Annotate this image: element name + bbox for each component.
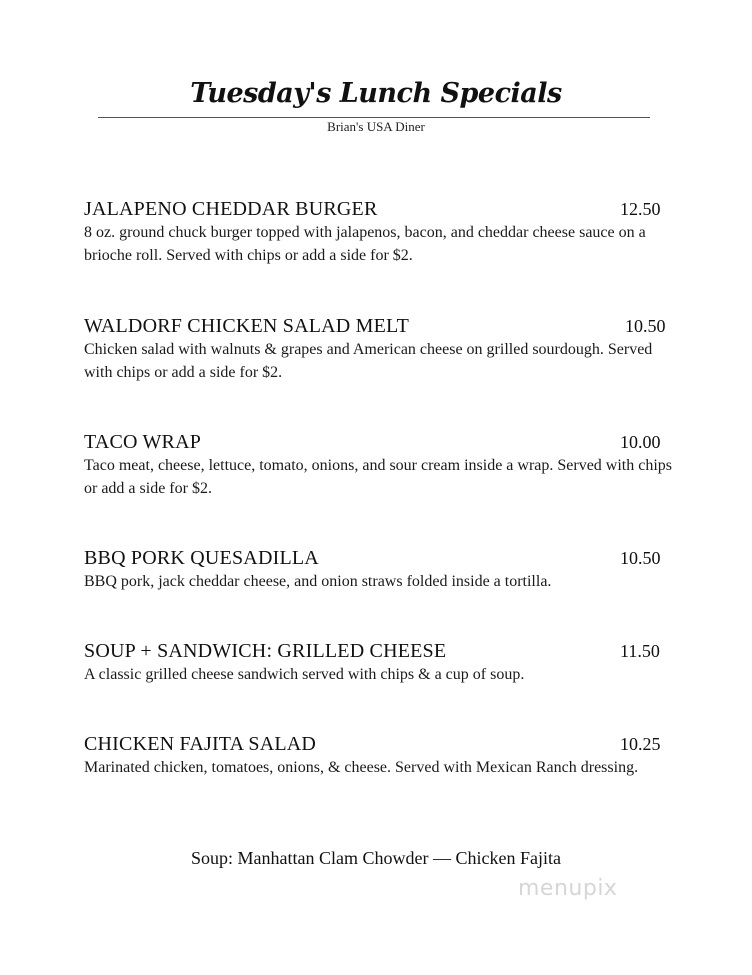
- item-name: BBQ PORK QUESADILLA: [84, 547, 319, 569]
- item-price: 10.00: [620, 432, 661, 452]
- item-price: 10.25: [620, 734, 661, 754]
- item-description: 8 oz. ground chuck burger topped with jalapenos, bacon, and cheddar cheese sauce on a brioche roll. Served with chips or add a side for $2.: [84, 224, 646, 264]
- menu-item: [84, 315, 674, 384]
- restaurant-name: Brian's USA Diner: [327, 119, 425, 134]
- menu-item: [84, 640, 674, 686]
- item-description: Chicken salad with walnuts & grapes and American cheese on grilled sourdough. Served with chips or add a side for $2.: [84, 341, 653, 381]
- item-description: Taco meat, cheese, lettuce, tomato, onions, and sour cream inside a wrap. Served with chips or add a side for $2.: [84, 457, 673, 497]
- item-price: 12.50: [620, 199, 661, 219]
- item-name: JALAPENO CHEDDAR BURGER: [84, 198, 378, 220]
- item-price: 10.50: [625, 316, 666, 336]
- item-price: 11.50: [620, 641, 660, 661]
- title-divider: [98, 117, 650, 118]
- item-description: BBQ pork, jack cheddar cheese, and onion straws folded inside a tortilla.: [84, 573, 552, 590]
- item-name: TACO WRAP: [84, 431, 202, 453]
- menu-item: [84, 431, 674, 500]
- menu-item: [84, 198, 674, 267]
- item-description: A classic grilled cheese sandwich served with chips & a cup of soup.: [84, 666, 525, 683]
- item-description: Marinated chicken, tomatoes, onions, & cheese. Served with Mexican Ranch dressing.: [84, 759, 639, 776]
- item-name: WALDORF CHICKEN SALAD MELT: [84, 315, 410, 337]
- menu-item: [84, 733, 674, 779]
- item-name: CHICKEN FAJITA SALAD: [84, 733, 317, 755]
- soup-of-the-day: Soup: Manhattan Clam Chowder — Chicken Fajita: [191, 848, 561, 868]
- menu-title: Tuesday's Lunch Specials: [190, 78, 562, 109]
- item-name: SOUP + SANDWICH: GRILLED CHEESE: [84, 640, 447, 662]
- item-price: 10.50: [620, 548, 661, 568]
- watermark-logo: menupix: [518, 876, 618, 901]
- menu-item: [84, 547, 674, 593]
